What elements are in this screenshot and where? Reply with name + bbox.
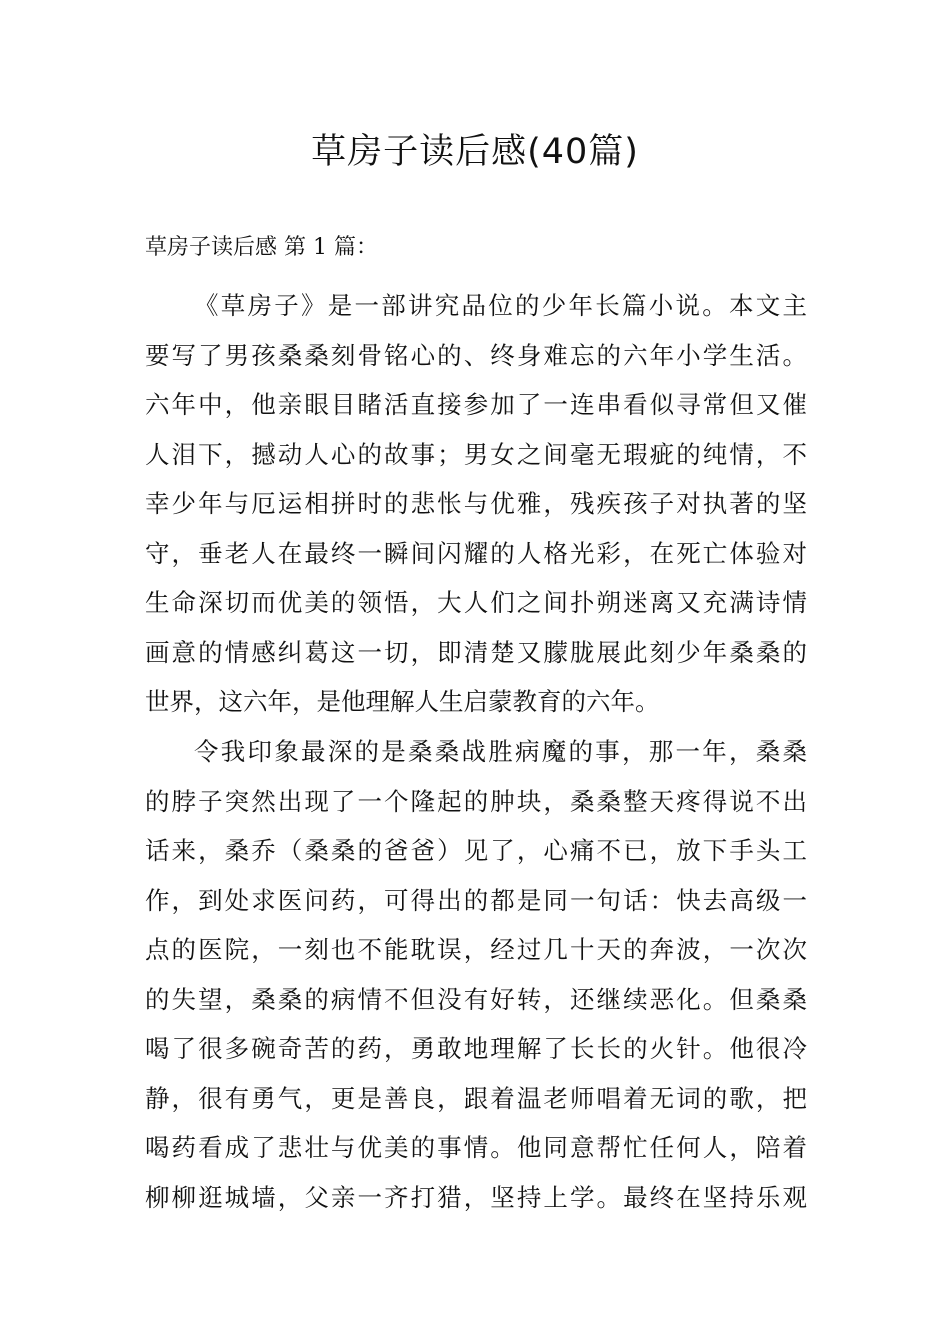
paragraph-line: 守，垂老人在最终一瞬间闪耀的人格光彩，在死亡体验对 [145,538,807,568]
paragraph-line: 喝药看成了悲壮与优美的事情。他同意帮忙任何人，陪着 [145,1133,807,1162]
paragraph-line: 要写了男孩桑桑刻骨铭心的、终身难忘的六年小学生活。 [145,340,807,370]
paragraph-line: 作，到处求医问药，可得出的都是同一句话：快去高级一 [145,885,807,915]
paragraph-line: 的脖子突然出现了一个隆起的肿块，桑桑整天疼得说不出 [145,786,807,816]
paragraph-line: 的失望，桑桑的病情不但没有好转，还继续恶化。但桑桑 [145,984,807,1014]
paragraph-line: 人泪下，撼动人心的故事；男女之间毫无瑕疵的纯情，不 [145,439,807,469]
paragraph-line: 话来，桑乔（桑桑的爸爸）见了，心痛不已，放下手头工 [145,836,807,865]
paragraph-2 [145,727,807,1222]
paragraph-line: 生命深切而优美的领悟，大人们之间扑朔迷离又充满诗情 [145,588,807,617]
paragraph-line: 喝了很多碗奇苦的药，勇敢地理解了长长的火针。他很冷 [145,1034,807,1063]
paragraph-line: 画意的情感纠葛这一切，即清楚又朦胧展此刻少年桑桑的 [145,637,807,667]
paragraph-line: 令我印象最深的是桑桑战胜病魔的事，那一年，桑桑 [194,737,807,766]
document-title: 草房子读后感(40篇) [311,132,639,172]
paragraph-line: 六年中，他亲眼目睹活直接参加了一连串看似寻常但又催 [145,390,807,419]
paragraph-line: 《草房子》是一部讲究品位的少年长篇小说。本文主 [194,291,807,320]
section-heading: 草房子读后感 第 1 篇： [145,235,378,260]
paragraph-line: 静，很有勇气，更是善良，跟着温老师唱着无词的歌，把 [145,1083,807,1113]
paragraph-line: 点的医院，一刻也不能耽误，经过几十天的奔波，一次次 [145,935,807,964]
paragraph-line: 世界，这六年，是他理解人生启蒙教育的六年。 [145,687,660,716]
paragraph-line: 幸少年与厄运相拼时的悲怅与优雅，残疾孩子对执著的坚 [145,489,807,518]
paragraph-1 [145,281,807,727]
paragraph-line: 柳柳逛城墙，父亲一齐打猎，坚持上学。最终在坚持乐观 [145,1182,807,1212]
